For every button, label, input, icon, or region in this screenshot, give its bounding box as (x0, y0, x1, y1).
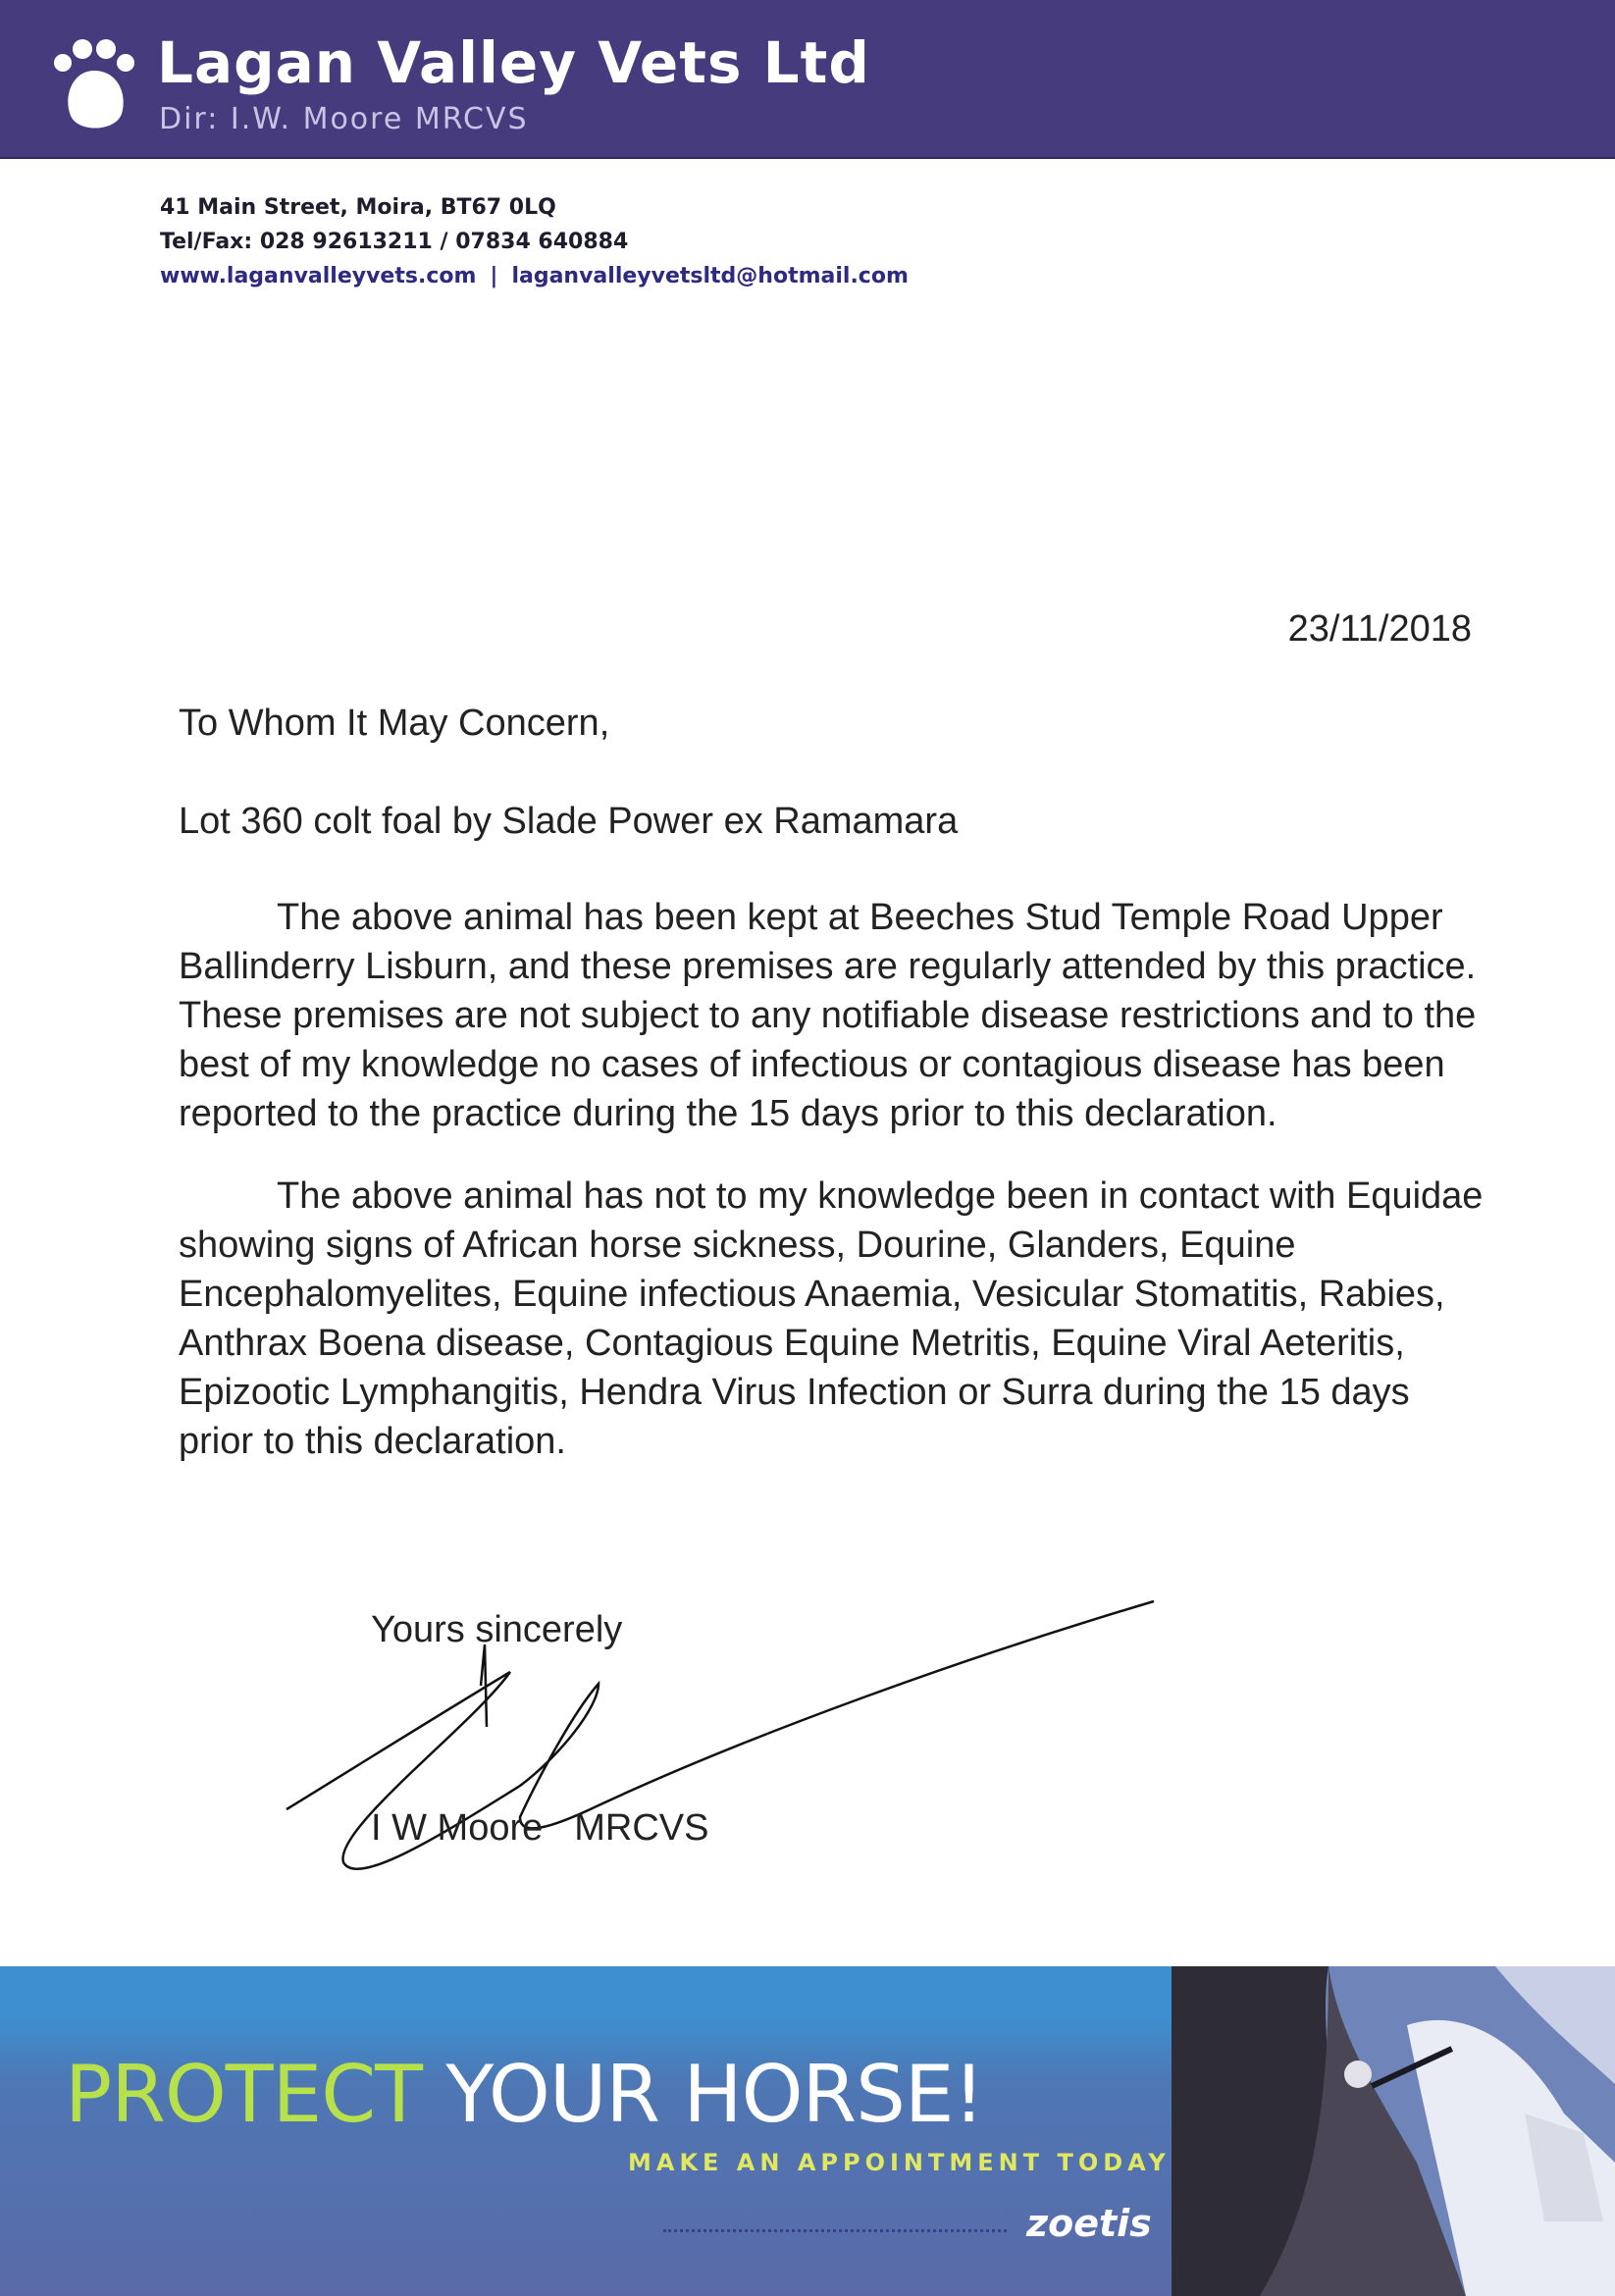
director-line: Dir: I.W. Moore MRCVS (159, 102, 529, 136)
promo-headline-green: PROTECT (65, 2049, 422, 2140)
closing-line: Yours sincerely (371, 1609, 623, 1650)
website-link[interactable]: www.laganvalleyvets.com (160, 264, 477, 288)
appointment-cta: MAKE AN APPOINTMENT TODAY (628, 2149, 1171, 2176)
body-paragraph: The above animal has not to my knowledge been in contact with Equidae showing signs of African horse sickness, Dourine, Glanders, Equine Encephalomyelites, Equine infectious Anaemia, Vesicular Stomatitis, Rabies, Anthrax Boena disease, Contagious Equine Metritis, Equine Viral Aeteritis, Epizootic Lymphangitis, Hendra Virus Infection or Surra during the 15 days prior to this declaration. (179, 1175, 1484, 1462)
web-email-line (160, 259, 909, 293)
subject-line: Lot 360 colt foal by Slade Power ex Ramamara (179, 801, 959, 842)
salutation: To Whom It May Concern, (179, 703, 610, 744)
contact-separator: | (490, 264, 498, 288)
fine-print-line (663, 2229, 1007, 2240)
paw-print-icon (49, 37, 137, 135)
phone-line: Tel/Fax: 028 92613211 / 07834 640884 (160, 230, 629, 254)
signer-name: I W Moore (371, 1807, 544, 1849)
address-line: 41 Main Street, Moira, BT67 0LQ (160, 195, 556, 220)
email-link[interactable]: laganvalleyvetsltd@hotmail.com (511, 264, 909, 288)
company-name: Lagan Valley Vets Ltd (157, 29, 870, 96)
body-paragraph: The above animal has been kept at Beeches Stud Temple Road Upper Ballinderry Lisburn, and these premises are regularly attended by this practice. These premises are not subject to any notifiable disease restrictions and to the best of my knowledge no cases of infectious or contagious disease has been reported to the practice during the 15 days prior to this declaration. (179, 897, 1477, 1134)
promo-headline-white: YOUR HORSE! (445, 2049, 984, 2140)
promo-footer (0, 1966, 1615, 2296)
contact-block (160, 190, 909, 293)
promo-headline (65, 2049, 984, 2140)
letter-date: 23/11/2018 (1287, 608, 1472, 650)
zoetis-logo: zoetis (1026, 2202, 1152, 2245)
signer-qualification: MRCVS (574, 1807, 709, 1849)
letter-body (179, 699, 1493, 1499)
horse-rider-image (1172, 1966, 1615, 2296)
letterhead-banner (0, 0, 1615, 159)
signer-block (371, 1807, 708, 1850)
